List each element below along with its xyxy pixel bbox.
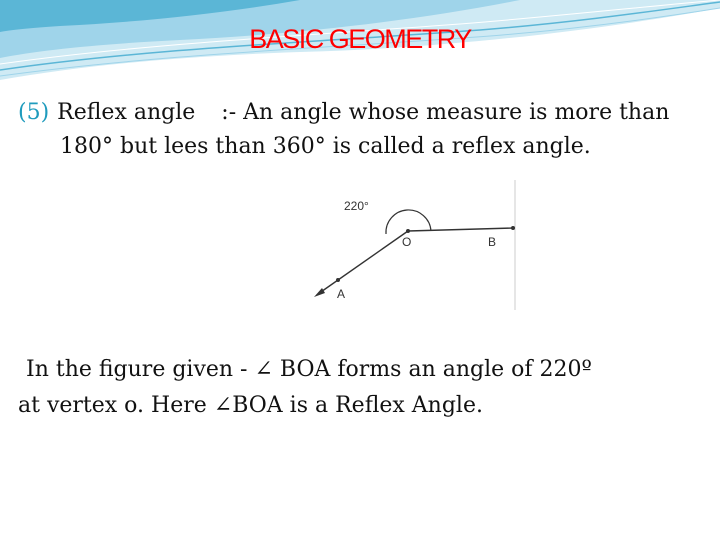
definition-paragraph bbox=[18, 96, 708, 164]
reflex-angle-diagram bbox=[300, 176, 530, 316]
slide-title: BASIC GEOMETRY bbox=[249, 24, 471, 54]
ray-oa-arrowhead bbox=[314, 288, 325, 297]
explanation-line-1: In the figure given - ∠ BOA forms an angle of 220º bbox=[26, 357, 592, 382]
vertex-o bbox=[406, 229, 410, 233]
angle-220-label: 220° bbox=[344, 199, 369, 213]
point-b-label: B bbox=[488, 235, 497, 249]
explanation-line-2: at vertex o. Here ∠BOA is a Reflex Angle. bbox=[18, 393, 483, 418]
ray-oa bbox=[318, 231, 408, 294]
vertex-o-label: O bbox=[402, 235, 412, 249]
definition-term: Reflex angle bbox=[57, 100, 196, 125]
point-b bbox=[511, 226, 515, 230]
ray-ob bbox=[408, 228, 513, 231]
point-a bbox=[336, 278, 340, 282]
item-number: (5) bbox=[18, 100, 50, 125]
point-a-label: A bbox=[337, 287, 346, 301]
definition-line-1 bbox=[18, 96, 708, 130]
explanation-paragraph bbox=[18, 352, 708, 424]
definition-line-2: 180° but lees than 360° is called a reflex angle. bbox=[60, 134, 591, 159]
definition-text-1: :- An angle whose measure is more than bbox=[221, 100, 670, 125]
